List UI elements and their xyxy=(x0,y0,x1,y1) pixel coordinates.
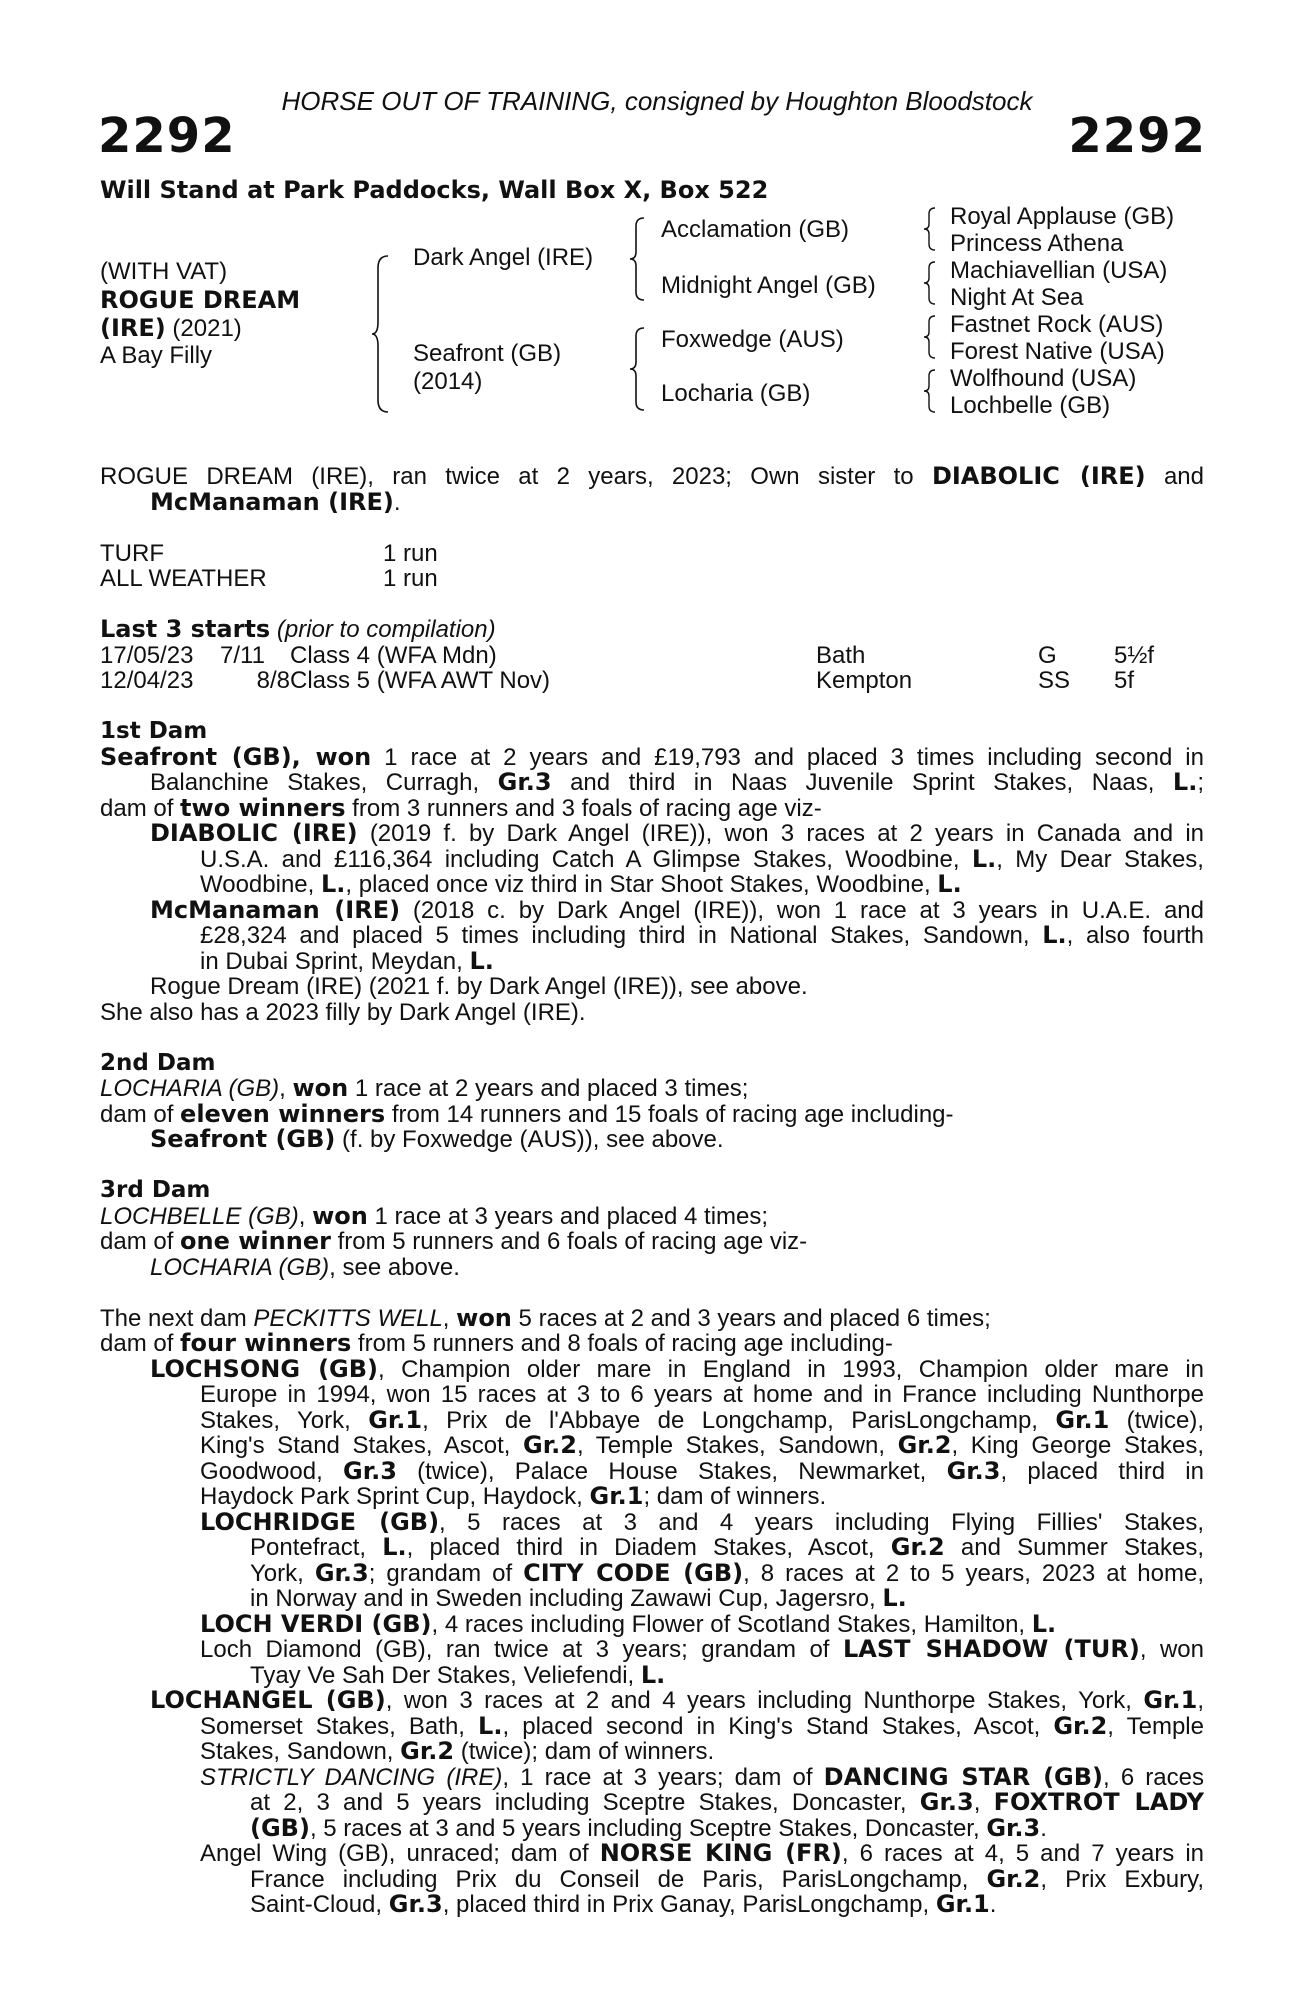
next-dam-line: France including Prix du Conseil de Paris, ParisLongchamp, Gr.2, Prix Exbury, xyxy=(250,1866,1204,1892)
third-dam-line: LOCHBELLE (GB), won 1 race at 3 years and placed 4 times; xyxy=(100,1201,769,1230)
g3-sire-dam-sire: Machiavellian (USA) xyxy=(950,257,1168,284)
g3-brace-2 xyxy=(922,260,938,306)
next-dam-line: Tyay Ve Sah Der Stakes, Veliefendi, L. xyxy=(250,1660,666,1689)
next-dam-line: at 2, 3 and 5 years including Sceptre Stakes, Doncaster, Gr.3, FOXTROT LADY xyxy=(250,1790,1204,1816)
g3-sire-sire-sire: Royal Applause (GB) xyxy=(950,203,1175,230)
horse-year: (2021) xyxy=(165,315,242,342)
g3-brace-4 xyxy=(922,368,938,414)
next-dam-line: King's Stand Stakes, Ascot, Gr.2, Temple Stakes, Sandown, Gr.2, King George Stakes, xyxy=(200,1433,1204,1459)
first-dam-section xyxy=(100,719,1204,1025)
next-dam-line: dam of four winners from 5 runners and 8 foals of racing age including- xyxy=(100,1329,893,1357)
next-dam-line: Goodwood, Gr.3 (twice), Palace House Stakes, Newmarket, Gr.3, placed third in xyxy=(200,1458,1204,1484)
next-dam-line: LOCHSONG (GB), Champion older mare in England in 1993, Champion older mare in xyxy=(150,1356,1204,1382)
lot-number-right: 2292 xyxy=(1068,108,1206,164)
dam-name: Seafront (GB) xyxy=(413,340,562,367)
first-dam-line: DIABOLIC (IRE) (2019 f. by Dark Angel (IRE)), won 3 races at 2 years in Canada and in xyxy=(150,821,1204,847)
second-dam-line: LOCHARIA (GB), won 1 race at 2 years and placed 3 times; xyxy=(100,1074,749,1102)
dam-year: (2014) xyxy=(413,368,483,395)
lot-number-left: 2292 xyxy=(98,108,236,164)
g3-brace-3 xyxy=(922,314,938,360)
horse-description: A Bay Filly xyxy=(100,342,213,369)
sire-sire: Acclamation (GB) xyxy=(661,216,850,243)
next-dam-line: Pontefract, L., placed third in Diadem Stakes, Ascot, Gr.2 and Summer Stakes, xyxy=(250,1535,1204,1561)
start-class: Class 5 (WFA AWT Nov) xyxy=(290,667,551,694)
g3-dam-sire-dam: Forest Native (USA) xyxy=(950,338,1165,365)
dam-sire: Foxwedge (AUS) xyxy=(661,326,844,353)
start-row: 17/05/23 7/11 Class 4 (WFA Mdn) Bath G 5½f xyxy=(100,641,1155,669)
surface-row: ALL WEATHER 1 run xyxy=(100,565,438,592)
last-starts xyxy=(100,617,1204,694)
third-dam-heading: 3rd Dam xyxy=(100,1177,211,1203)
first-dam-line: Balanchine Stakes, Curragh, Gr.3 and third in Naas Juvenile Sprint Stakes, Naas, L.; xyxy=(150,770,1204,796)
horse-origin-year xyxy=(100,314,242,343)
first-dam-line: Seafront (GB), won 1 race at 2 years and £19,793 and placed 3 times including second in xyxy=(100,744,1204,770)
next-dam-line: Stakes, York, Gr.1, Prix de l'Abbaye de Longchamp, ParisLongchamp, Gr.1 (twice), xyxy=(200,1407,1204,1433)
intro-line-2: McManaman (IRE). xyxy=(150,487,401,516)
g3-dam-dam-sire: Wolfhound (USA) xyxy=(950,365,1137,392)
first-dam-line: McManaman (IRE) (2018 c. by Dark Angel (IRE)), won 1 race at 3 years in U.A.E. and xyxy=(150,897,1204,923)
third-dam-line: dam of one winner from 5 runners and 6 foals of racing age viz- xyxy=(100,1227,808,1255)
start-row: 12/04/23 8/8 Class 5 (WFA AWT Nov) Kempton SS 5f xyxy=(100,667,1135,694)
next-dam-line: The next dam PECKITTS WELL, won 5 races at 2 and 3 years and placed 6 times; xyxy=(100,1303,991,1332)
first-dam-line: Rogue Dream (IRE) (2021 f. by Dark Angel (IRE)), see above. xyxy=(150,973,808,1000)
first-dam-line: Woodbine, L., placed once viz third in Star Shoot Stakes, Woodbine, L. xyxy=(200,870,962,898)
last-starts-heading: Last 3 starts (prior to compilation) xyxy=(100,615,496,643)
surface-runs xyxy=(100,541,1204,592)
horse-name: ROGUE DREAM xyxy=(100,286,301,314)
horse-country: (IRE) xyxy=(100,314,166,342)
sire-dam-brace xyxy=(370,254,394,414)
next-dam-section xyxy=(100,1303,1204,1918)
next-dam-line: Saint-Cloud, Gr.3, placed third in Prix Ganay, ParisLongchamp, Gr.1. xyxy=(250,1890,997,1918)
first-dam-heading: 1st Dam xyxy=(100,718,208,744)
first-dam-line: in Dubai Sprint, Meydan, L. xyxy=(200,946,494,975)
next-dam-line: (GB), 5 races at 3 and 5 years including Sceptre Stakes, Doncaster, Gr.3. xyxy=(250,1813,1047,1842)
second-dam-line: Seafront (GB) (f. by Foxwedge (AUS)), see above. xyxy=(150,1125,724,1153)
third-dam-line: LOCHARIA (GB), see above. xyxy=(150,1253,460,1281)
next-dam-line: Europe in 1994, won 15 races at 3 to 6 years at home and in France including Nunthorpe xyxy=(200,1382,1204,1408)
next-dam-line: Somerset Stakes, Bath, L., placed second in King's Stand Stakes, Ascot, Gr.2, Temple xyxy=(200,1713,1204,1739)
next-dam-line: LOCH VERDI (GB), 4 races including Flower of Scotland Stakes, Hamilton, L. xyxy=(200,1609,1057,1638)
consignor-line: HORSE OUT OF TRAINING, consigned by Houghton Bloodstock xyxy=(281,86,1033,116)
next-dam-line: in Norway and in Sweden including Zawawi Cup, Jagersro, L. xyxy=(250,1584,907,1612)
g3-dam-dam-dam: Lochbelle (GB) xyxy=(950,392,1111,419)
catalogue-body xyxy=(100,464,1204,1918)
g3-dam-sire-sire: Fastnet Rock (AUS) xyxy=(950,311,1164,338)
third-dam-section xyxy=(100,1178,1204,1280)
sire-name: Dark Angel (IRE) xyxy=(413,244,594,271)
next-dam-line: Haydock Park Sprint Cup, Haydock, Gr.1; dam of winners. xyxy=(200,1482,827,1510)
first-dam-line: £28,324 and placed 5 times including third in National Stakes, Sandown, L., also fourth xyxy=(200,923,1204,949)
stand-location: Will Stand at Park Paddocks, Wall Box X, Box 522 xyxy=(100,176,769,204)
sire-line-brace xyxy=(628,216,648,302)
first-dam-line: She also has a 2023 filly by Dark Angel (IRE). xyxy=(100,998,586,1026)
first-dam-line: dam of two winners from 3 runners and 3 foals of racing age viz- xyxy=(100,793,822,822)
next-dam-line: Angel Wing (GB), unraced; dam of NORSE KING (FR), 6 races at 4, 5 and 7 years in xyxy=(200,1841,1204,1867)
next-dam-line: Loch Diamond (GB), ran twice at 3 years; grandam of LAST SHADOW (TUR), won xyxy=(200,1637,1204,1663)
next-dam-line: Stakes, Sandown, Gr.2 (twice); dam of winners. xyxy=(200,1737,715,1765)
next-dam-line: LOCHANGEL (GB), won 3 races at 2 and 4 years including Nunthorpe Stakes, York, Gr.1, xyxy=(150,1688,1204,1714)
g3-sire-dam-dam: Night At Sea xyxy=(950,284,1084,311)
g3-sire-sire-dam: Princess Athena xyxy=(950,230,1124,257)
next-dam-line: STRICTLY DANCING (IRE), 1 race at 3 years; dam of DANCING STAR (GB), 6 races xyxy=(200,1764,1204,1790)
second-dam-section xyxy=(100,1051,1204,1153)
intro-line-1: ROGUE DREAM (IRE), ran twice at 2 years, 2023; Own sister to DIABOLIC (IRE) and xyxy=(100,464,1204,490)
sire-dam: Midnight Angel (GB) xyxy=(661,272,876,299)
next-dam-line: LOCHRIDGE (GB), 5 races at 3 and 4 years including Flying Fillies' Stakes, xyxy=(200,1509,1204,1535)
vat-note: (WITH VAT) xyxy=(100,258,228,285)
surface-row: TURF 1 run xyxy=(100,539,438,567)
second-dam-line: dam of eleven winners from 14 runners and 15 foals of racing age including- xyxy=(100,1099,954,1128)
next-dam-line: York, Gr.3; grandam of CITY CODE (GB), 8 races at 2 to 5 years, 2023 at home, xyxy=(250,1560,1204,1586)
first-dam-line: U.S.A. and £116,364 including Catch A Glimpse Stakes, Woodbine, L., My Dear Stakes, xyxy=(200,846,1204,872)
g3-brace-1 xyxy=(922,206,938,252)
dam-dam: Locharia (GB) xyxy=(661,380,811,407)
second-dam-heading: 2nd Dam xyxy=(100,1049,216,1076)
dam-line-brace xyxy=(628,326,648,412)
